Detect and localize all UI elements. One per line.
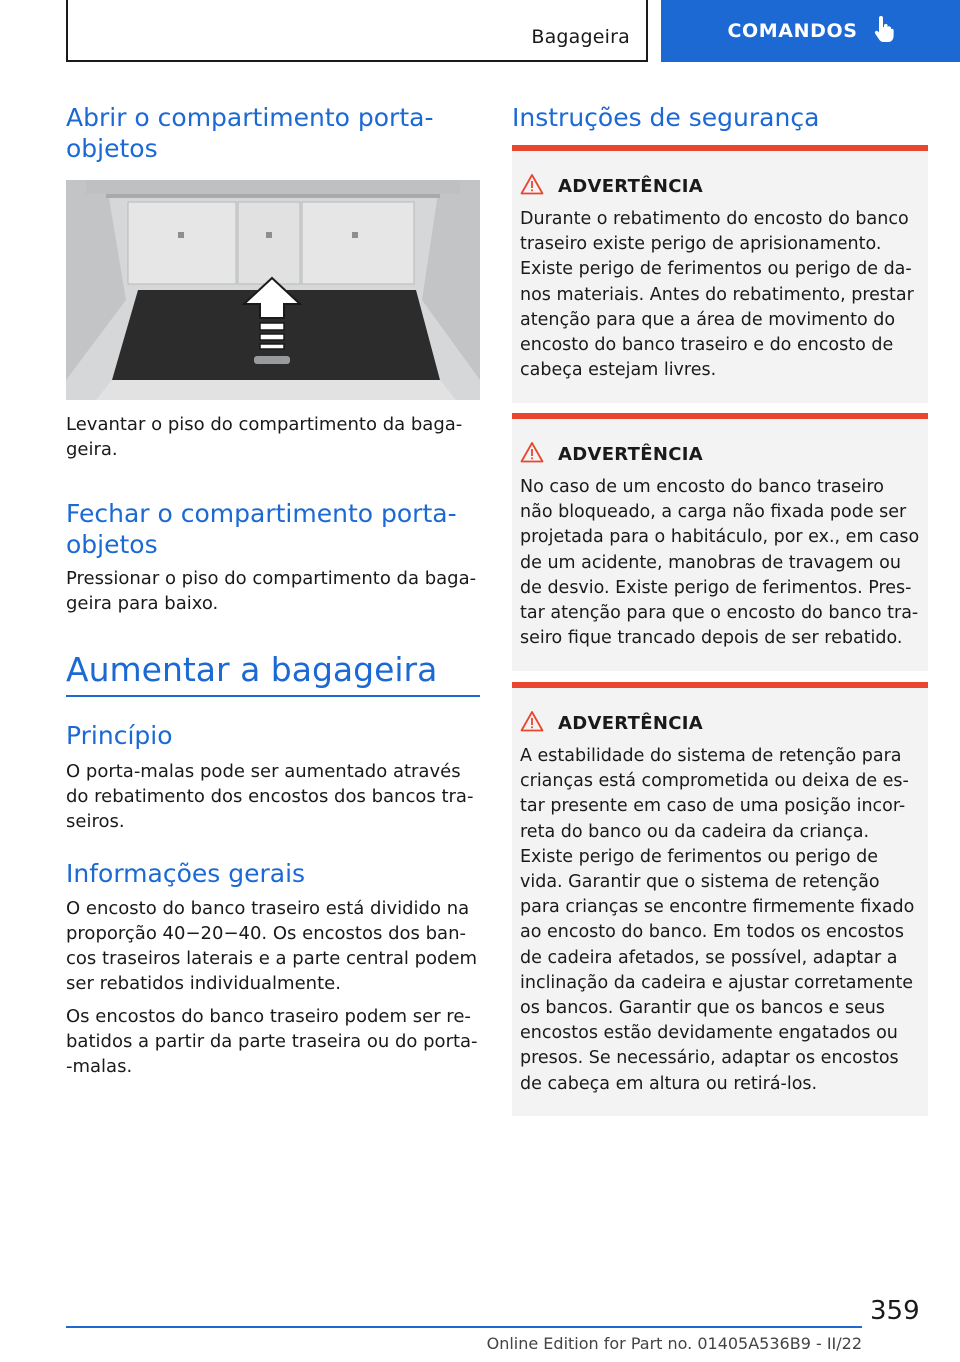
header-chapter-tab: [661, 0, 960, 62]
general-info-text-2: Os encostos do banco traseiro podem ser re- batidos a partir da parte traseira ou do porta- -malas.: [66, 1006, 478, 1077]
warning-text: Durante o rebatimento do encosto do banco traseiro existe perigo de aprisionamento. Existe perigo de ferimentos ou perigo de da- nos materiais. Antes do rebatimento, prestar atenção para que a área de movimento do encosto do banco traseiro e do encosto de cabeça estejam livres.: [520, 209, 914, 381]
warning-box-3: [512, 682, 928, 1116]
heading-principle: Princípio: [66, 721, 173, 750]
heading-safety-instructions: Instruções de segurança: [512, 103, 820, 132]
warning-box-1: [512, 145, 928, 403]
footer-edition-text: Online Edition for Part no. 01405A536B9 - II/22: [486, 1334, 862, 1353]
principle-text: O porta-malas pode ser aumentado através do rebatimento dos encostos dos bancos tra- seiros.: [66, 761, 474, 832]
trunk-compartment-illustration: [66, 180, 480, 400]
warning-title: ADVERTÊNCIA: [558, 443, 703, 465]
header-left-box: [66, 0, 648, 62]
heading-open-compartment: Abrir o compartimento porta- objetos: [66, 103, 434, 163]
warning-title: ADVERTÊNCIA: [558, 175, 703, 197]
open-instruction-text: Levantar o piso do compartimento da baga- geira.: [66, 414, 463, 460]
heading-close-compartment: Fechar o compartimento porta- objetos: [66, 499, 457, 559]
pointing-hand-icon: [872, 16, 894, 46]
general-info-text-1: O encosto do banco traseiro está dividido na proporção 40−20−40. Os encostos dos ban- cos traseiros laterais e a parte central podem ser rebatidos individualmente.: [66, 898, 478, 994]
heading-enlarge-luggage: Aumentar a bagageira: [66, 650, 438, 689]
heading-general-info: Informações gerais: [66, 859, 306, 888]
header-chapter-title: COMANDOS: [727, 20, 858, 42]
warning-triangle-icon: [520, 710, 544, 736]
warning-title: ADVERTÊNCIA: [558, 712, 703, 734]
close-instruction-text: Pressionar o piso do compartimento da baga- geira para baixo.: [66, 568, 477, 614]
page-number: 359: [870, 1296, 920, 1326]
warning-text: No caso de um encosto do banco traseiro não bloqueado, a carga não fixada pode ser projetada para o habitáculo, por ex., em caso de um acidente, manobras de travagem ou de desvio. Existe perigo de ferimentos. Pres- tar atenção para que o encosto do banco tra- seiro fique trancado depois de ser rebatido.: [520, 477, 920, 649]
header-section-title: Bagageira: [531, 26, 630, 48]
warning-triangle-icon: [520, 173, 544, 199]
warning-text: A estabilidade do sistema de retenção para crianças está comprometida ou deixa de es- tar presente em caso de uma posição incor- reta do banco ou da cadeira da criança. Existe perigo de ferimentos ou perigo de vida. Garantir que o sistema de retenção para crianças se encontre firmemente fixado ao encosto do banco. Em todos os encostos de cadeira afetados, se possível, adaptar a inclinação da cadeira e ajustar corretamente os bancos. Garantir que os bancos e seus encostos estão devidamente engatados ou presos. Se necessário, adaptar os encostos de cabeça em altura ou retirá-los.: [520, 746, 915, 1094]
warning-box-2: [512, 413, 928, 671]
heading-underline: [66, 695, 480, 697]
footer-rule: [66, 1326, 862, 1328]
warning-triangle-icon: [520, 441, 544, 467]
